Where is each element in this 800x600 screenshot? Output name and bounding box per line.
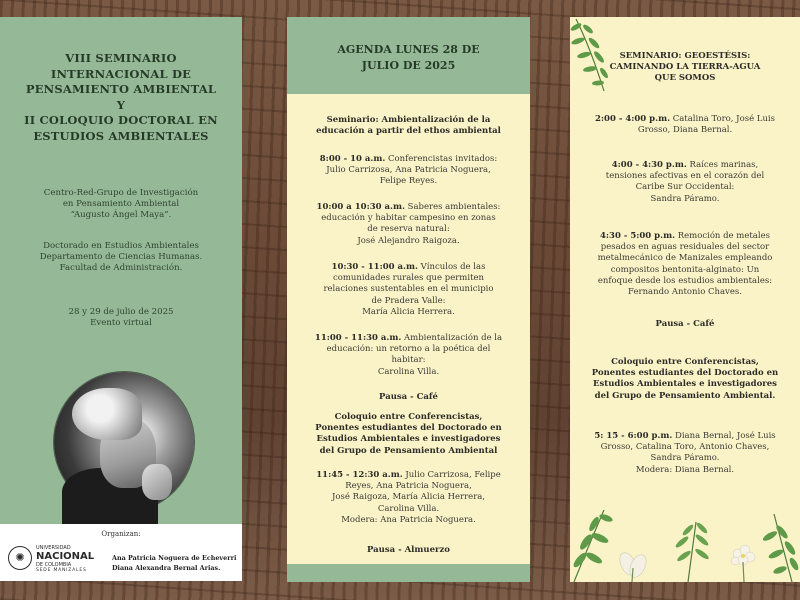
agenda-time: 5: 15 - 6:00 p.m. [594,431,673,441]
center-line: Centro-Red-Grupo de Investigación [43,188,199,198]
agenda-header [287,17,530,94]
event-mode: Evento virtual [90,318,152,329]
seminar-title [295,115,522,137]
agenda-text: Remoción de metales [675,231,770,241]
center-line: en Pensamiento Ambiental [62,199,180,210]
coloquio-line: Estudios Ambientales e investigadores [593,379,777,390]
agenda-text: Saberes ambientales: [404,202,501,212]
agenda-text: habitar: [391,355,426,366]
agenda-time: 10:30 - 11:00 a.m. [331,262,418,272]
agenda-text: Vínculos de las [417,262,486,272]
agenda-item [295,333,522,378]
seminar-title [578,51,792,85]
logo-line: SEDE MANIZALES [36,568,87,573]
agenda-item [295,202,522,247]
agenda-time: 10:00 a 10:30 a.m. [316,202,405,212]
coloquio-line: Ponentes estudiantes del Doctorado en [315,423,502,434]
agenda-text: María Alicia Herrera. [362,306,455,317]
program-line: Departamento de Ciencias Humanas. [39,252,203,263]
coloquio-title [295,412,522,457]
agenda-text: Carolina Villa. [377,366,440,377]
break-label: Pausa - Café [379,392,438,402]
agenda-text: relaciones sustentables en el municipio [323,284,494,295]
agenda-item [295,470,522,526]
agenda-text: Julio Carrizosa, Felipe [402,470,501,480]
seminar-title-line: QUE SOMOS [654,73,716,84]
seminar-title-line: SEMINARIO: GEOESTÉSIS: [619,51,751,61]
agenda-title-line: AGENDA LUNES 28 DE [337,43,480,56]
agenda-time: 4:00 - 4:30 p.m. [611,160,687,170]
agenda-time: 11:45 - 12:30 a.m. [316,470,403,480]
title-line: Y [116,97,126,112]
agenda-time: 2:00 - 4:00 p.m. [595,114,671,124]
agenda-item [578,160,792,205]
agenda-text: Fernando Antonio Chaves. [628,287,742,298]
organizers-footer [0,524,242,581]
center-line: “Augusto Ángel Maya”. [70,210,172,221]
doctoral-program [6,241,236,275]
program-line: Facultad de Administración. [59,263,183,274]
agenda-item [295,262,522,318]
event-dates [6,307,236,329]
university-logo [8,544,95,576]
agenda-time: 8:00 - 10 a.m. [319,154,386,164]
date-line: 28 y 29 de julio de 2025 [68,307,174,317]
agenda-text: enfoque desde los estudios ambientales: [597,275,773,286]
agenda-text: Raíces marinas, [686,160,759,170]
agenda-text: de Pradera Valle: [371,295,446,306]
title-line: ESTUDIOS AMBIENTALES [33,128,209,143]
seminar-title-line: Seminario: Ambientalización de la [326,115,491,125]
agenda-title [287,42,530,73]
agenda-text: pesados en aguas residuales del sector [600,242,770,253]
agenda-item [578,231,792,298]
title-line: INTERNACIONAL DE [50,66,192,81]
coloquio-line: Ponentes estudiantes del Doctorado en [591,368,779,379]
agenda-afternoon-panel [570,17,800,582]
program-line: Doctorado en Estudios Ambientales [43,241,199,251]
agenda-text: José Alejandro Raigoza. [357,235,460,246]
university-seal-icon: ✺ [8,546,32,570]
cover-panel [0,17,242,581]
event-title [0,51,242,144]
title-line: VIII SEMINARIO [65,51,177,65]
agenda-text: comunidades rurales que permiten [332,273,484,284]
coloquio-line: Estudios Ambientales e investigadores [316,434,501,445]
logo-line: NACIONAL [36,551,95,562]
agenda-title-line: JULIO DE 2025 [361,58,456,72]
agenda-item [578,114,792,136]
logo-line: UNIVERSIDAD [36,545,71,551]
logo-line: DE COLOMBIA [36,562,72,568]
agenda-text: Modera: Diana Bernal. [635,464,735,475]
agenda-time: 11:00 - 11:30 a.m. [314,333,402,343]
agenda-text: Ambientalización de la [401,333,503,343]
title-line: PENSAMIENTO AMBIENTAL [25,82,217,96]
coloquio-line: del Grupo de Pensamiento Ambiental. [594,390,776,401]
coloquio-line: Coloquio entre Conferencistas, [334,412,483,422]
agenda-text: Modera: Ana Patricia Noguera. [341,514,476,525]
seminar-title-line: educación a partir del ethos ambiental [316,126,501,137]
agenda-text: Julio Carrizosa, Ana Patricia Noguera, [326,165,491,176]
coloquio-line: del Grupo de Pensamiento Ambiental [319,445,498,456]
agenda-text: José Raigoza, María Alicia Herrera, [331,492,486,503]
portrait-photo [54,372,194,512]
botanical-decoration-icon [570,502,800,582]
agenda-text: de reserva natural: [367,224,450,235]
agenda-text: Grosso, Catalina Toro, Antonio Chaves, [600,442,770,453]
agenda-text: Conferencistas invitados: [385,154,498,164]
portrait-hair [72,388,142,440]
agenda-text: Reyes, Ana Patricia Noguera, [345,481,472,492]
agenda-text: compositos bentonita-alginato: Un [610,264,760,275]
agenda-text: Felipe Reyes. [379,176,438,187]
coloquio-title [578,357,792,402]
agenda-text: Caribe Sur Occidental: [635,182,735,193]
agenda-monday-panel [287,17,530,582]
organizer-name: Diana Alexandra Bernal Arias. [112,563,221,572]
agenda-item [578,431,792,476]
agenda-text: Sandra Páramo. [650,193,720,204]
break-label: Pausa - Almuerzo [367,545,450,555]
agenda-text: Diana Bernal, José Luis [672,431,776,441]
organizer-names [112,554,236,573]
agenda-text: Carolina Villa. [377,503,440,514]
agenda-text: educación y habitar campesino en zonas [321,213,496,224]
agenda-text: educación: un retorno a la poética del [326,344,491,355]
agenda-text: Sandra Páramo. [650,453,720,464]
title-line: II COLOQUIO DOCTORAL EN [24,113,218,127]
agenda-text: metalmecánico de Manizales empleando [597,253,773,264]
agenda-footer-bar [287,564,530,582]
break-label: Pausa - Café [655,319,715,329]
coloquio-line: Coloquio entre Conferencistas, [611,357,759,367]
agenda-text: Catalina Toro, José Luis [670,114,775,124]
agenda-time: 4:30 - 5:00 p.m. [600,231,676,241]
research-center [6,188,236,222]
agenda-item [295,154,522,188]
portrait-hand [142,464,172,500]
organizer-name: Ana Patricia Noguera de Echeverri [112,554,237,562]
agenda-text: Grosso, Diana Bernal. [637,125,733,136]
organizers-label: Organizan: [101,530,141,538]
seminar-title-line: CAMINANDO LA TIERRA-AGUA [609,62,761,73]
agenda-text: tensiones afectivas en el corazón del [605,171,765,182]
